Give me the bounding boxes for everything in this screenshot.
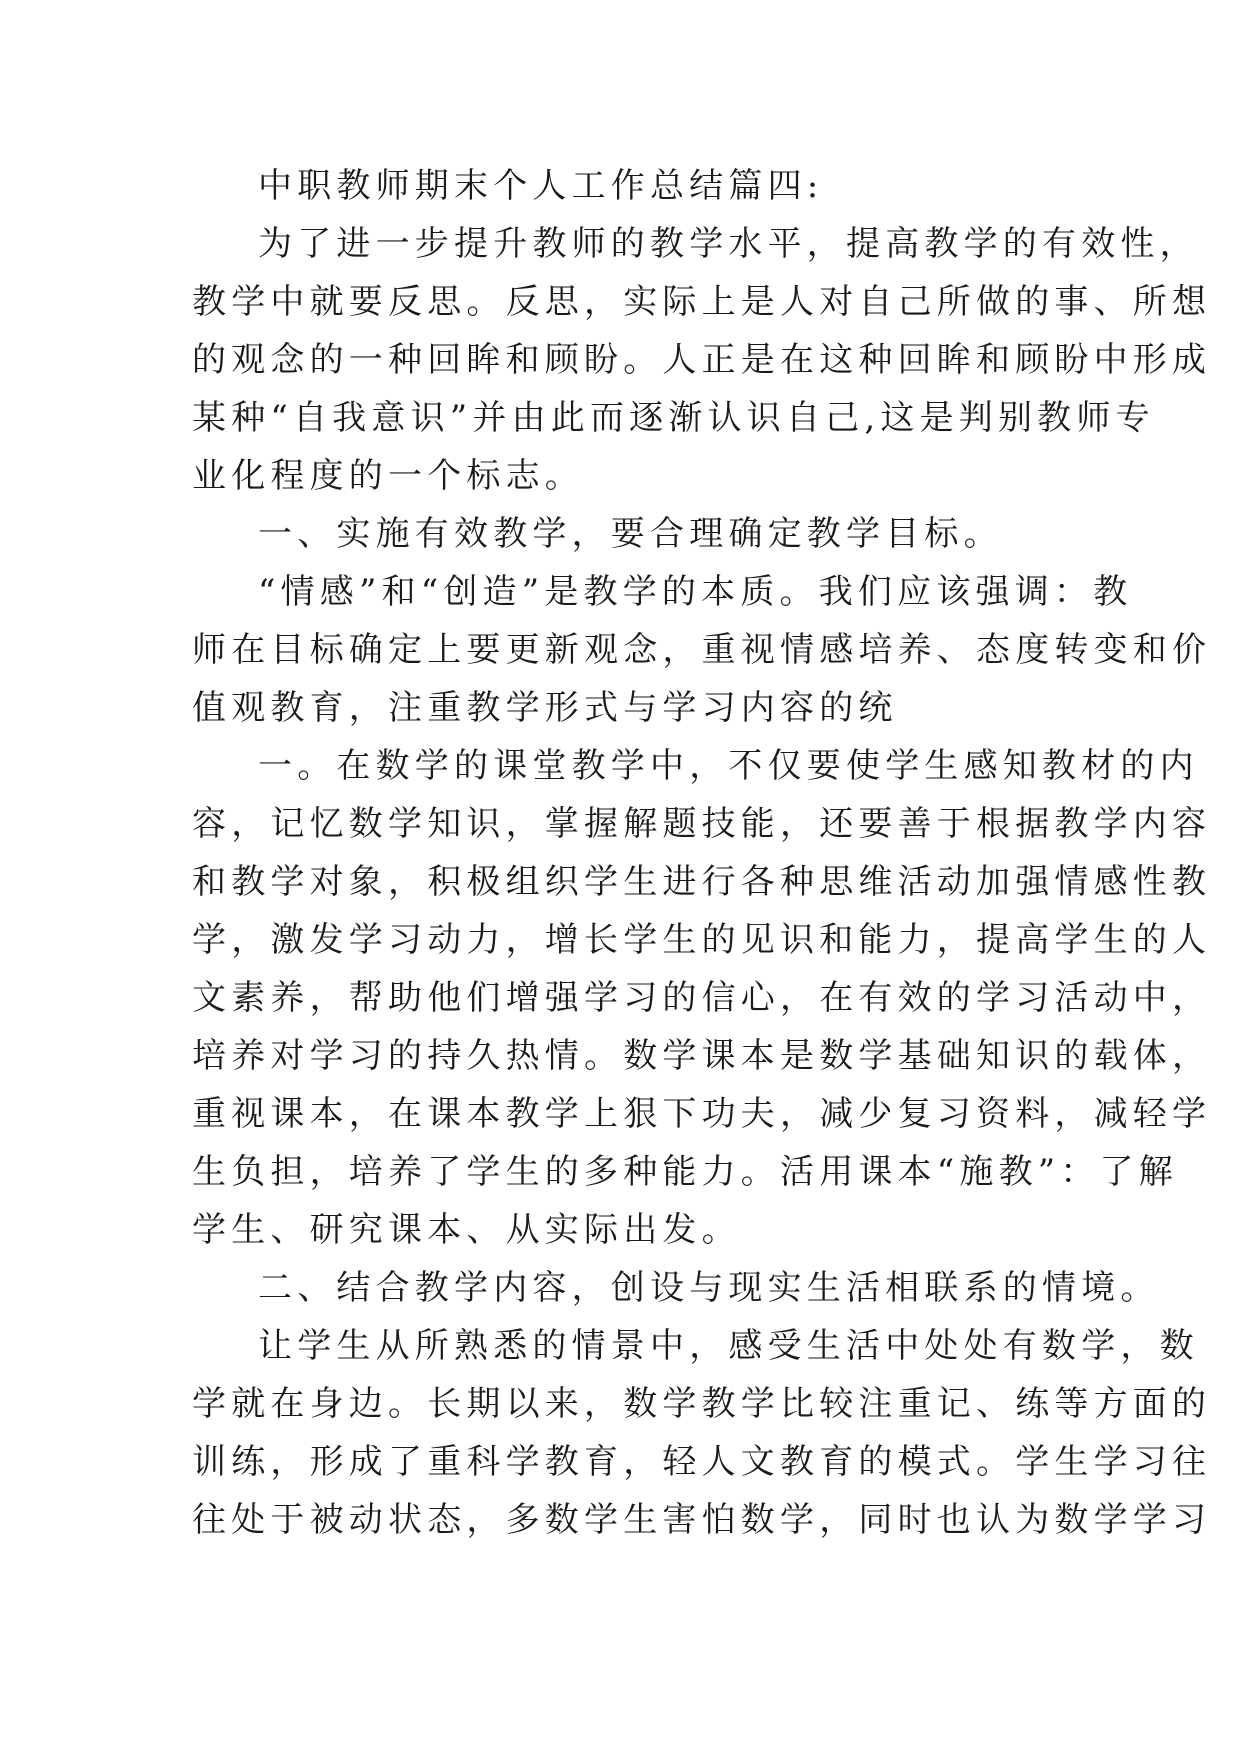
text-line: “情感”和“创造”是教学的本质。我们应该强调：教 — [258, 572, 1133, 612]
text-line: 学，激发学习动力，增长学生的见识和能力，提高学生的人 — [192, 920, 1212, 960]
text-line: 师在目标确定上要更新观念，重视情感培养、态度转变和价 — [192, 630, 1212, 670]
text-line: 教学中就要反思。反思，实际上是人对自己所做的事、所想 — [192, 282, 1212, 322]
text-line: 重视课本，在课本教学上狠下功夫，减少复习资料，减轻学 — [192, 1094, 1212, 1134]
text-line: 往处于被动状态，多数学生害怕数学，同时也认为数学学习 — [192, 1500, 1212, 1540]
text-line: 业化程度的一个标志。 — [192, 456, 584, 496]
text-line: 和教学对象，积极组织学生进行各种思维活动加强情感性教 — [192, 862, 1212, 902]
text-line: 学就在身边。长期以来，数学教学比较注重记、练等方面的 — [192, 1384, 1212, 1424]
text-line: 培养对学习的持久热情。数学课本是数学基础知识的载体， — [192, 1036, 1212, 1076]
text-line: 为了进一步提升教师的教学水平，提高教学的有效性， — [258, 224, 1199, 264]
section-heading: 二、结合教学内容，创设与现实生活相联系的情境。 — [258, 1268, 1160, 1308]
text-line: 的观念的一种回眸和顾盼。人正是在这种回眸和顾盼中形成 — [192, 340, 1212, 380]
section-heading: 一、实施有效教学，要合理确定教学目标。 — [258, 514, 1003, 554]
text-line: 训练，形成了重科学教育，轻人文教育的模式。学生学习往 — [192, 1442, 1212, 1482]
text-line: 生负担，培养了学生的多种能力。活用课本“施教”：了解 — [192, 1152, 1178, 1192]
text-line: 文素养，帮助他们增强学习的信心，在有效的学习活动中， — [192, 978, 1212, 1018]
text-line: 某种“自我意识”并由此而逐渐认识自己,这是判别教师专 — [192, 398, 1155, 438]
text-line: 容，记忆数学知识，掌握解题技能，还要善于根据教学内容 — [192, 804, 1212, 844]
text-line: 值观教育，注重教学形式与学习内容的统 — [192, 688, 898, 728]
text-line: 学生、研究课本、从实际出发。 — [192, 1210, 741, 1250]
text-line: 一。在数学的课堂教学中，不仅要使学生感知教材的内 — [258, 746, 1199, 786]
document-title: 中职教师期末个人工作总结篇四: — [258, 166, 824, 206]
text-line: 让学生从所熟悉的情景中，感受生活中处处有数学，数 — [258, 1326, 1199, 1366]
